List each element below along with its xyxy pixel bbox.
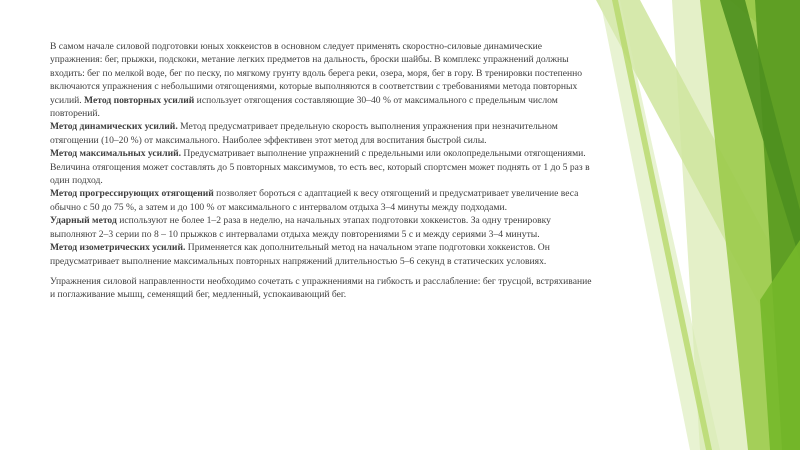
method-term: Метод повторных усилий: [84, 94, 195, 106]
paragraph-text: Предусматривает выполнение упражнений с предельными или околопредельными отягощениями. Величина отягощения может составлять до 5 повторных максимумов, то есть вес, который спортсмен может поднять от 1 до 5 раз в один подход.: [50, 148, 590, 187]
paragraph: [50, 40, 595, 120]
method-term: Ударный метод: [50, 215, 117, 227]
paragraph: [50, 147, 595, 187]
paragraph: [50, 214, 595, 241]
paragraph-text: Применяется как дополнительный метод на начальном этапе подготовки хоккеистов. Он предусматривает выполнение максимальных повторных напряжений длительностью 5–6 секунд в статических условиях.: [50, 242, 550, 267]
method-term: Метод прогрессирующих отягощений: [50, 188, 214, 200]
paragraph: [50, 187, 595, 214]
paragraph: [50, 241, 595, 268]
paragraph-text: Метод предусматривает предельную скорость выполнения упражнения при незначительном отягощении (10–20 %) от максимального. Наиболее эффективен этот метод для воспитания быстрой силы.: [50, 121, 558, 146]
paragraph: [50, 275, 595, 302]
paragraph: [50, 120, 595, 147]
paragraph-text: В самом начале силовой подготовки юных хоккеистов в основном следует применять скоростно-силовые динамические упражнения: бег, прыжки, подскоки, метание легких предметов на дальность, броски шайбы. В комплекс упражнений должны входить: бег по мелкой воде, бег по песку, по мягкому грунту вдоль берега реки, озера, моря, бег в гору. В тренировки постепенно включаются упражнения с небольшими отягощениями, которые выполняются в соответствии с требованиями метода повторных усилий.: [50, 41, 583, 106]
paragraph-text: позволяет бороться с адаптацией к весу отягощений и предусматривает увеличение веса обычно с 50 до 75 %, а затем и до 100 % от максимального с интервалом отдыха 3–4 минуты между подходами.: [50, 188, 579, 213]
method-term: Метод изометрических усилий.: [50, 242, 186, 254]
paragraph-text: использует отягощения составляющие 30–40 % от максимального с предельным числом повторений.: [50, 94, 558, 120]
paragraph-text: Упражнения силовой направленности необходимо сочетать с упражнениями на гибкость и расслабление: бег трусцой, встряхивание и поглаживание мышц, семенящий бег, медленный, успокаивающий бег.: [50, 275, 592, 301]
method-term: Метод динамических усилий.: [50, 121, 178, 133]
paragraph-text: используют не более 1–2 раза в неделю, на начальных этапах подготовки хоккеистов. За одну тренировку выполняют 2–3 серии по 8 – 10 прыжков с интервалами отдыха между повторениями 5 с и между сериями 3–4 минуты.: [50, 215, 551, 240]
method-term: Метод максимальных усилий.: [50, 148, 182, 160]
slide-text: [50, 40, 595, 302]
